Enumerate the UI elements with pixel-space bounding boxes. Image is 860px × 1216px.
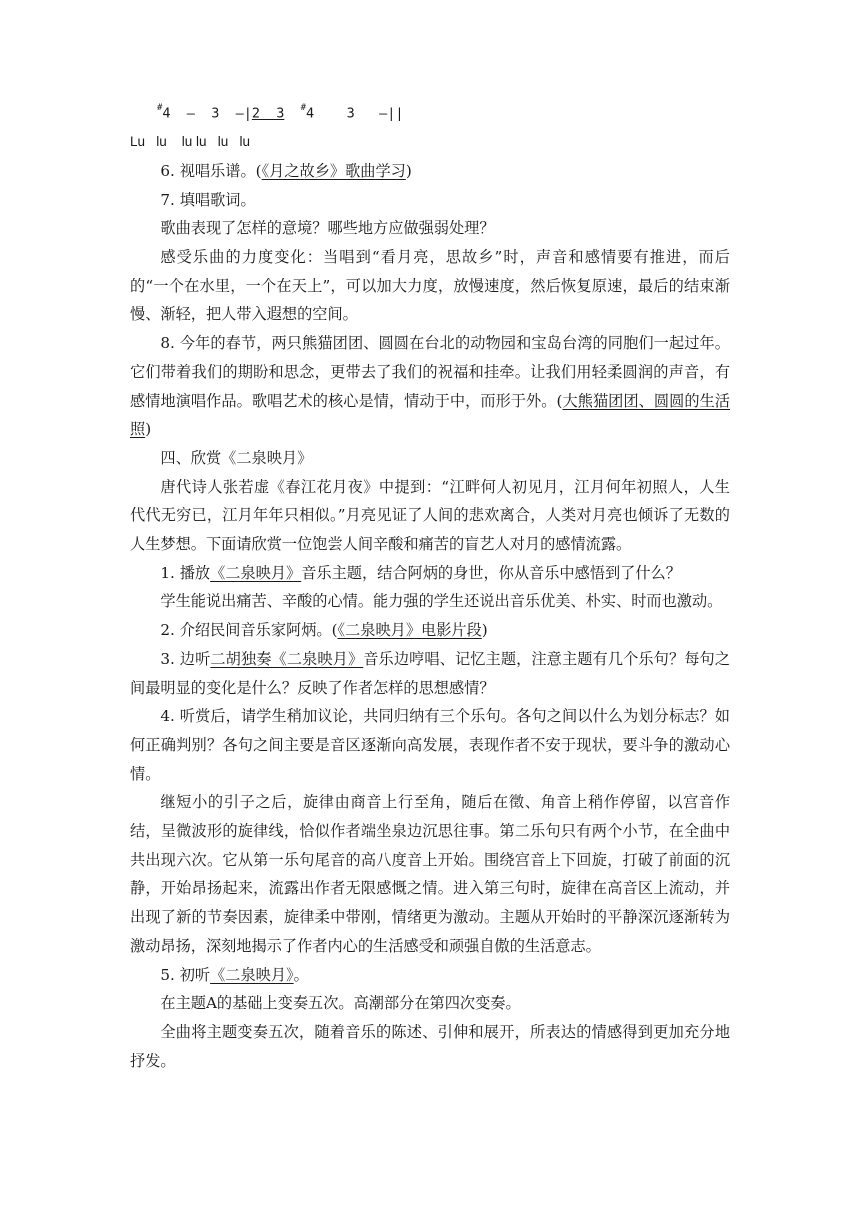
- step-5: 5. 初听《二泉映月》。: [160, 965, 309, 984]
- step-1: 1. 播放《二泉映月》音乐主题，结合阿炳的身世，你从音乐中感悟到了什么？: [160, 563, 681, 582]
- panda-photo-link[interactable]: 大熊猫团团、圆圆的生活照: [130, 391, 730, 439]
- dynamics-paragraph: 感受乐曲的力度变化：当唱到“看月亮，思故乡”时，声音和感情要有推进，而后的“一个在水里，一个在天上”，可以加大力度，放慢速度，然后恢复原速，最后的结束渐慢、渐轻，把人带入遐想的空间。: [130, 248, 730, 324]
- variation-note: 在主题A的基础上变奏五次。高潮部分在第四次变奏。: [160, 994, 521, 1013]
- step-4: 4. 听赏后，请学生稍加议论，共同归纳有三个乐句。各句之间以什么为划分标志？如何正确判别？各句之间主要是音区逐渐向高发展，表现作者不安于现状，要斗争的激动心情。: [130, 707, 730, 783]
- document-body: [130, 96, 730, 1075]
- lyrics-line: Lu lu lu lu lu lu: [130, 134, 251, 150]
- intro-paragraph: 唐代诗人张若虚《春江花月夜》中提到：“江畔何人初见月，江月何年初照人，人生代代无穷已，江月年年只相似。”月亮见证了人间的悲欢离合，人类对月亮也倾诉了无数的人生梦想。下面请欣赏一位饱尝人间辛酸和痛苦的盲艺人对月的感情流露。: [130, 477, 730, 554]
- music-notation: #4 — 3 —|2 3 #4 3 —||: [157, 103, 404, 122]
- variation-summary: 全曲将主题变奏五次，随着音乐的陈述、引伸和展开，所表达的情感得到更加充分地抒发。: [130, 1023, 730, 1070]
- step-7: 7. 填唱歌词。: [160, 190, 256, 209]
- step-8: 8. 今年的春节，两只熊猫团团、圆圆在台北的动物园和宝岛台湾的同胞们一起过年。它们带着我们的期盼和思念，更带去了我们的祝福和挂牵。让我们用轻柔圆润的声音，有感情地演唱作品。歌唱艺术的核心是情，情动于中，而形于外。(大熊猫团团、圆圆的生活照): [130, 334, 730, 439]
- step-1-answer: 学生能说出痛苦、辛酸的心情。能力强的学生还说出音乐优美、朴实、时而也激动。: [160, 592, 723, 611]
- analysis-paragraph: 继短小的引子之后，旋律由商音上行至角，随后在徵、角音上稍作停留，以宫音作结，呈微波形的旋律线，恰似作者端坐泉边沉思往事。第二乐句只有两个小节，在全曲中共出现六次。它从第一乐句尾音的高八度音上开始。围绕宫音上下回旋，打破了前面的沉静，开始昂扬起来，流露出作者无限感慨之情。进入第三句时，旋律在高音区上流动，并出现了新的节奏因素，旋律柔中带刚，情绪更为激动。主题从开始时的平静深沉逐渐转为激动昂扬，深刻地揭示了作者内心的生活感受和顽强自傲的生活意志。: [130, 793, 730, 955]
- step-6: 6. 视唱乐谱。(《月之故乡》歌曲学习): [160, 161, 412, 180]
- section-heading: 四、欣赏《二泉映月》: [160, 448, 313, 467]
- step-2: 2. 介绍民间音乐家阿炳。(《二泉映月》电影片段): [160, 621, 488, 640]
- song-learning-link[interactable]: 《月之故乡》歌曲学习: [261, 161, 406, 180]
- erquan-listen-link[interactable]: 《二泉映月》: [210, 965, 294, 984]
- erquan-theme-link[interactable]: 《二泉映月》: [210, 563, 302, 582]
- step-3: 3. 边听二胡独奏《二泉映月》音乐边哼唱、记忆主题，注意主题有几个乐句？每句之间最明显的变化是什么？反映了作者怎样的思想感情？: [130, 649, 731, 697]
- question-mood: 歌曲表现了怎样的意境？哪些地方应做强弱处理？: [160, 219, 495, 238]
- movie-clip-link[interactable]: 《二泉映月》电影片段: [337, 621, 482, 640]
- erhu-solo-link[interactable]: 二胡独奏《二泉映月》: [210, 649, 364, 668]
